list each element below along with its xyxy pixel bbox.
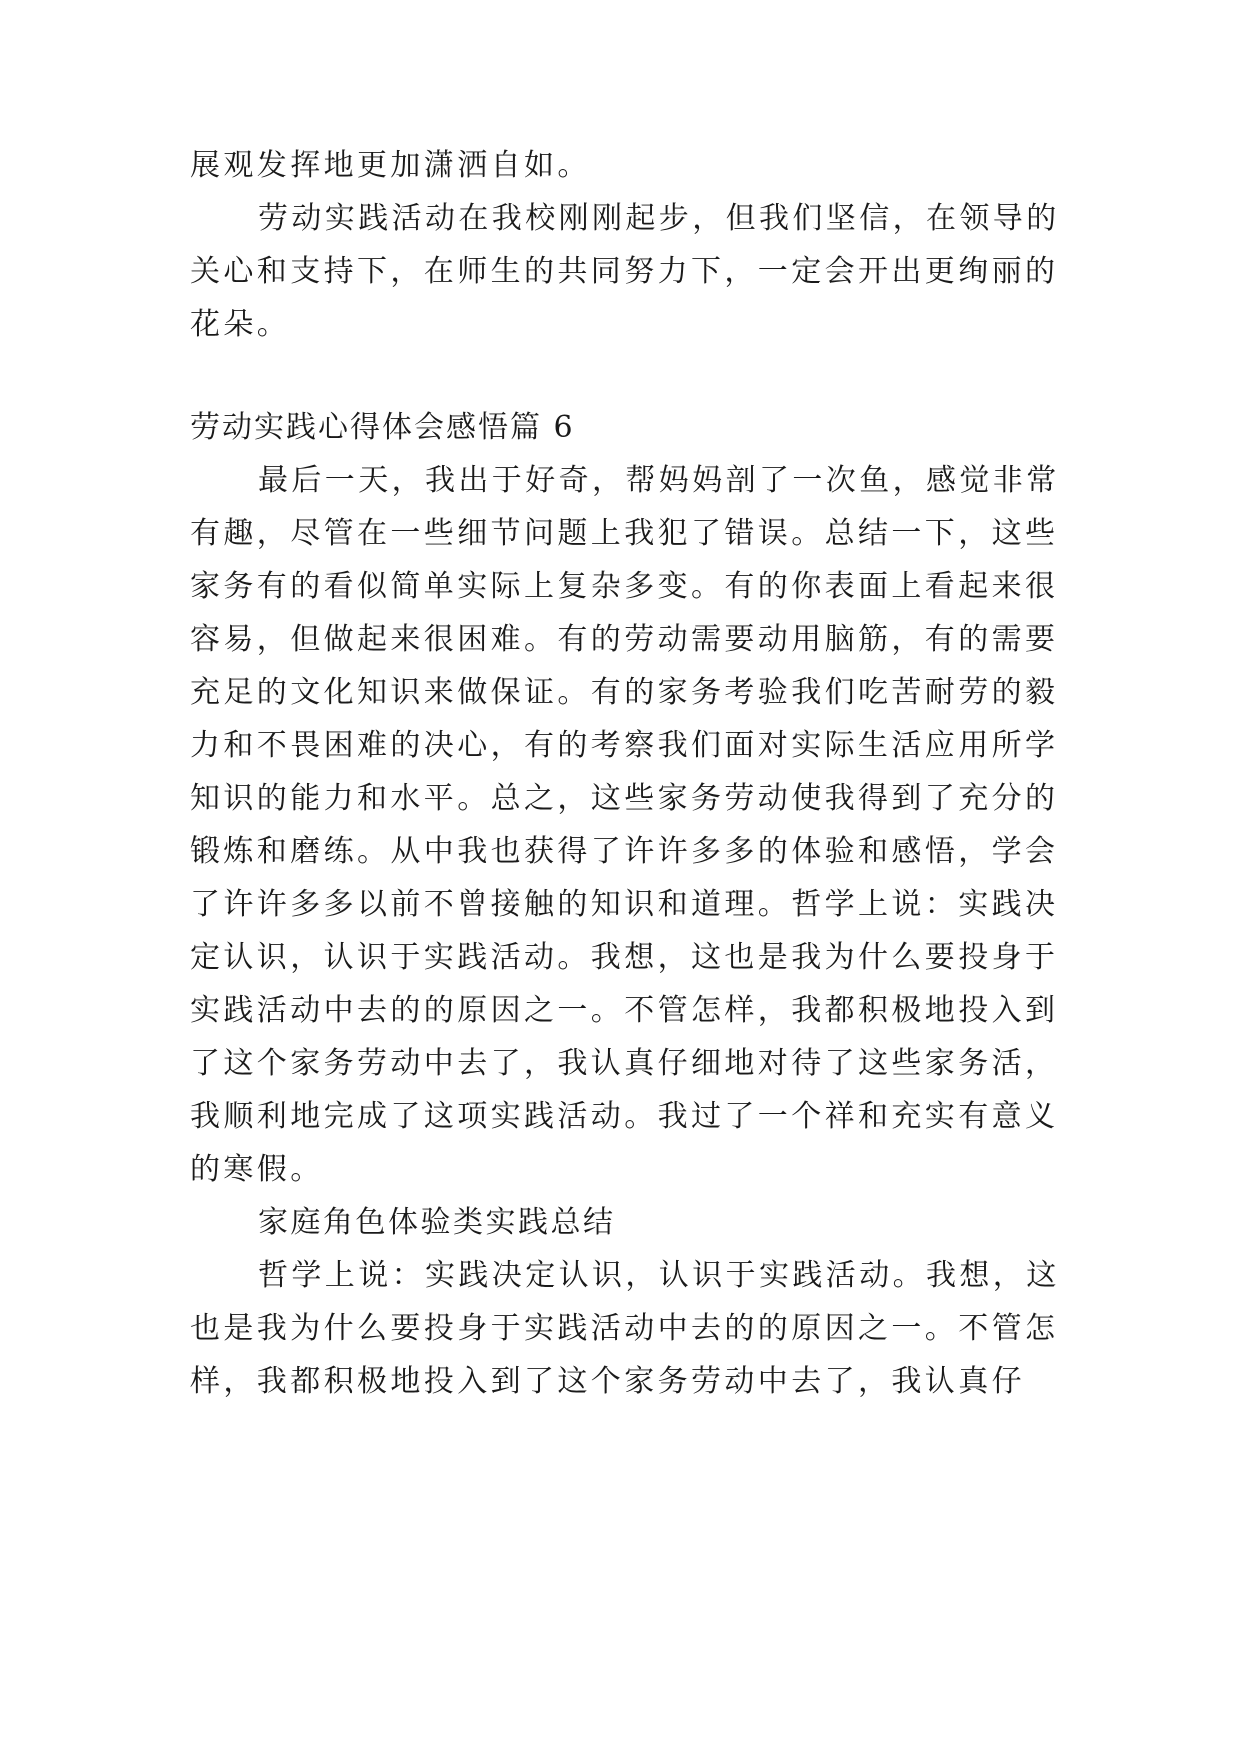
body-line: 我顺利地完成了这项实践活动。我过了一个祥和充实有意义 <box>190 1099 1059 1134</box>
body-line: 容易，但做起来很困难。有的劳动需要动用脑筋，有的需要 <box>190 622 1059 657</box>
body-line: 家务有的看似简单实际上复杂多变。有的你表面上看起来很 <box>190 569 1059 604</box>
body-line: 锻炼和磨练。从中我也获得了许许多多的体验和感悟，学会 <box>190 834 1059 869</box>
intro-line: 展观发挥地更加潇洒自如。 <box>190 148 591 183</box>
subheading: 家庭角色体验类实践总结 <box>258 1205 616 1240</box>
closing-line: 也是我为什么要投身于实践活动中去的的原因之一。不管怎 <box>190 1311 1059 1346</box>
body-line: 定认识，认识于实践活动。我想，这也是我为什么要投身于 <box>190 940 1059 975</box>
body-line: 有趣，尽管在一些细节问题上我犯了错误。总结一下，这些 <box>190 516 1059 551</box>
body-line: 的寒假。 <box>190 1152 324 1187</box>
body-line: 知识的能力和水平。总之，这些家务劳动使我得到了充分的 <box>190 781 1059 816</box>
intro-line: 花朵。 <box>190 307 291 342</box>
body-line: 实践活动中去的的原因之一。不管怎样，我都积极地投入到 <box>190 993 1059 1028</box>
body-line: 了许许多多以前不曾接触的知识和道理。哲学上说：实践决 <box>190 887 1059 922</box>
closing-line: 样，我都积极地投入到了这个家务劳动中去了，我认真仔 <box>190 1364 1025 1399</box>
closing-line: 哲学上说：实践决定认识，认识于实践活动。我想，这 <box>258 1258 1060 1293</box>
body-line: 最后一天，我出于好奇，帮妈妈剖了一次鱼，感觉非常 <box>258 463 1060 498</box>
body-line: 充足的文化知识来做保证。有的家务考验我们吃苦耐劳的毅 <box>190 675 1059 710</box>
section-title: 劳动实践心得体会感悟篇 6 <box>190 410 575 445</box>
intro-line: 关心和支持下，在师生的共同努力下，一定会开出更绚丽的 <box>190 254 1059 289</box>
body-line: 力和不畏困难的决心，有的考察我们面对实际生活应用所学 <box>190 728 1059 763</box>
body-line: 了这个家务劳动中去了，我认真仔细地对待了这些家务活， <box>190 1046 1059 1081</box>
intro-line: 劳动实践活动在我校刚刚起步，但我们坚信，在领导的 <box>258 201 1060 236</box>
